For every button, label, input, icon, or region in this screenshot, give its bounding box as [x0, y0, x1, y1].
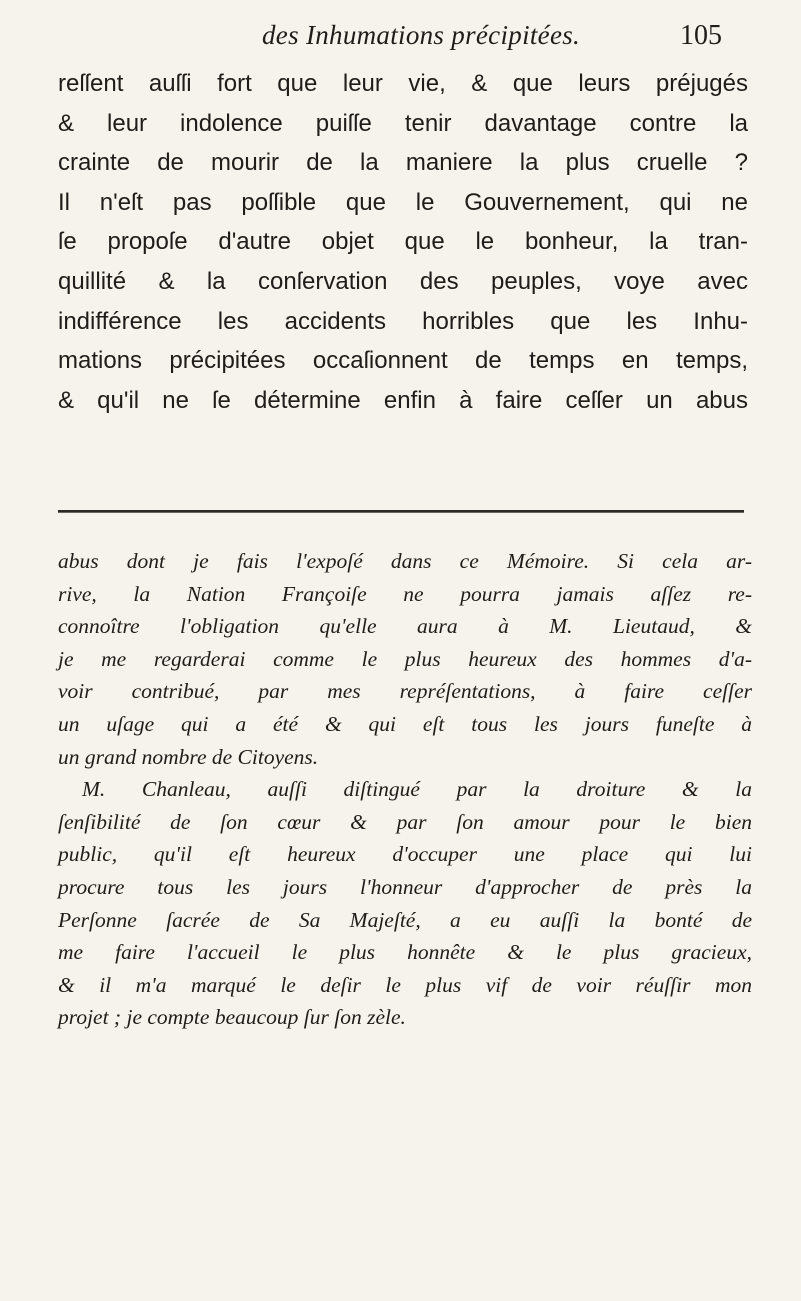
- text-line: crainte de mourir de la maniere la plus cruelle ?: [58, 149, 748, 177]
- text-line: un grand nombre de Citoyens.: [58, 744, 319, 769]
- text-line: voir contribué, par mes repréſentations, à faire ceſſer: [58, 679, 752, 704]
- text-line: connoître l'obligation qu'elle aura à M. Lieutaud, &: [58, 614, 752, 639]
- text-line: indifférence les accidents horribles que les Inhu-: [58, 307, 748, 335]
- running-head: [0, 20, 801, 56]
- text-line: public, qu'il eſt heureux d'occuper une place qui lui: [58, 842, 752, 867]
- text-line: mations précipitées occaſionnent de temps en temps,: [58, 347, 748, 375]
- text-line: abus dont je fais l'expoſé dans ce Mémoire. Si cela ar-: [58, 549, 752, 573]
- text-line: un uſage qui a été & qui eſt tous les jours funeſte à: [58, 711, 752, 736]
- running-title: des Inhumations précipitées.: [262, 20, 581, 50]
- text-line: quillité & la conſervation des peuples, voye avec: [58, 267, 748, 295]
- text-line: & il m'a marqué le deſir le plus vif de voir réuſſir mon: [58, 972, 752, 997]
- upper-paragraph: [58, 64, 748, 420]
- text-line: ſenſibilité de ſon cœur & par ſon amour pour le bien: [58, 809, 752, 834]
- text-line: me faire l'accueil le plus honnête & le plus gracieux,: [58, 940, 752, 965]
- text-line: rive, la Nation Françoiſe ne pourra jamais aſſez re-: [58, 581, 752, 606]
- text-line: ſe propoſe d'autre objet que le bonheur, la tran-: [58, 228, 748, 256]
- text-line: Perſonne ſacrée de Sa Majeſté, a eu auſſi la bonté de: [58, 907, 752, 932]
- text-line: & leur indolence puiſſe tenir davantage contre la: [58, 109, 748, 137]
- text-line: M. Chanleau, auſſi diſtingué par la droiture & la: [82, 777, 752, 802]
- text-line: projet ; je compte beaucoup ſur ſon zèle.: [58, 1005, 406, 1030]
- section-divider: [58, 510, 744, 513]
- text-line: je me regarderai comme le plus heureux des hommes d'a-: [58, 646, 752, 671]
- footnote-paragraph: [58, 545, 752, 1034]
- text-line: Il n'eſt pas poſſible que le Gouvernement, qui ne: [58, 188, 748, 216]
- text-line: procure tous les jours l'honneur d'approcher de près la: [58, 874, 752, 899]
- text-line: reſſent auſſi fort que leur vie, & que leurs préjugés: [58, 70, 748, 97]
- page-number: 105: [680, 20, 722, 51]
- text-line: & qu'il ne ſe détermine enfin à faire ceſſer un abus: [58, 386, 748, 414]
